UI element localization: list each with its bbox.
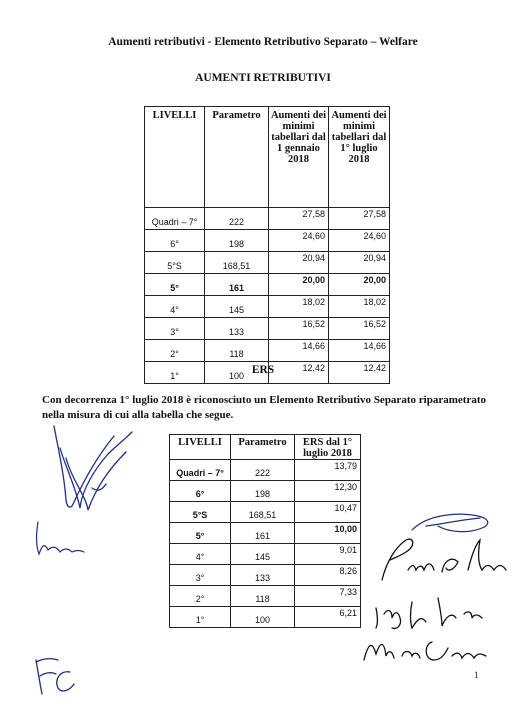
ers-table-row xyxy=(170,481,361,502)
cell-ers: 10,47 xyxy=(295,502,361,523)
cell-ers: 7,33 xyxy=(295,586,361,607)
signature-right-lower xyxy=(368,588,498,632)
cell-level: 1° xyxy=(170,607,231,628)
ers-header-row xyxy=(170,435,361,460)
ers-paragraph: Con decorrenza 1° luglio 2018 è riconosciuto un Elemento Retributivo Separato riparametrato nella misura di cui alla tabella che segue. xyxy=(42,394,486,421)
signature-small-left xyxy=(30,516,90,562)
cell-param: 168,51 xyxy=(205,252,269,274)
aumenti-table-row xyxy=(145,296,390,318)
document-title: Aumenti retributivi - Elemento Retributivo Separato – Welfare xyxy=(108,36,418,48)
header-aumenti-gennaio: Aumenti dei minimi tabellari dal 1 gennaio 2018 xyxy=(269,107,329,208)
header-livelli: LIVELLI xyxy=(145,107,205,208)
cell-param: 145 xyxy=(231,544,295,565)
aumenti-table-row xyxy=(145,274,390,296)
cell-ers: 12,30 xyxy=(295,481,361,502)
cell-increase-january: 12,42 xyxy=(269,362,329,384)
cell-level: 6° xyxy=(170,481,231,502)
cell-param: 118 xyxy=(205,340,269,362)
section-title-ers: ERS xyxy=(251,364,275,376)
cell-param: 222 xyxy=(231,460,295,481)
cell-param: 100 xyxy=(205,362,269,384)
cell-increase-july: 18,02 xyxy=(329,296,390,318)
cell-level: 2° xyxy=(170,586,231,607)
cell-increase-july: 20,94 xyxy=(329,252,390,274)
ers-table-row xyxy=(170,523,361,544)
cell-level: 4° xyxy=(170,544,231,565)
cell-ers: 9,01 xyxy=(295,544,361,565)
cell-ers: 13,79 xyxy=(295,460,361,481)
ers-table-row xyxy=(170,544,361,565)
signature-right-middle xyxy=(372,530,522,590)
aumenti-table xyxy=(144,106,390,384)
aumenti-table-row xyxy=(145,340,390,362)
cell-level: 5°S xyxy=(170,502,231,523)
aumenti-table-row xyxy=(145,230,390,252)
ers-table-row xyxy=(170,586,361,607)
cell-level: 5°S xyxy=(145,252,205,274)
cell-increase-january: 20,00 xyxy=(269,274,329,296)
section-title-aumenti: AUMENTI RETRIBUTIVI xyxy=(195,72,331,84)
aumenti-table-row xyxy=(145,318,390,340)
cell-increase-january: 18,02 xyxy=(269,296,329,318)
cell-increase-january: 16,52 xyxy=(269,318,329,340)
cell-param: 161 xyxy=(231,523,295,544)
signature-right-bottom xyxy=(358,630,498,670)
cell-param: 161 xyxy=(205,274,269,296)
cell-level: Quadri – 7° xyxy=(145,208,205,230)
cell-ers: 6,21 xyxy=(295,607,361,628)
cell-param: 133 xyxy=(231,565,295,586)
cell-increase-july: 14,66 xyxy=(329,340,390,362)
header-aumenti-luglio: Aumenti dei minimi tabellari dal 1° luglio 2018 xyxy=(329,107,390,208)
cell-param: 198 xyxy=(231,481,295,502)
cell-level: 3° xyxy=(170,565,231,586)
cell-level: 5° xyxy=(170,523,231,544)
cell-increase-january: 20,94 xyxy=(269,252,329,274)
cell-param: 145 xyxy=(205,296,269,318)
signature-large-scribble xyxy=(36,418,146,518)
cell-param: 168,51 xyxy=(231,502,295,523)
aumenti-header-row xyxy=(145,107,390,208)
page-number: 1 xyxy=(474,670,479,680)
cell-increase-july: 27,58 xyxy=(329,208,390,230)
cell-level: 4° xyxy=(145,296,205,318)
cell-increase-january: 14,66 xyxy=(269,340,329,362)
cell-ers: 10,00 xyxy=(295,523,361,544)
cell-level: 3° xyxy=(145,318,205,340)
ers-table-row xyxy=(170,502,361,523)
cell-level: 1° xyxy=(145,362,205,384)
cell-increase-july: 24,60 xyxy=(329,230,390,252)
ers-table-row xyxy=(170,607,361,628)
header-ers: ERS dal 1° luglio 2018 xyxy=(295,435,361,460)
cell-param: 198 xyxy=(205,230,269,252)
cell-param: 100 xyxy=(231,607,295,628)
cell-increase-july: 16,52 xyxy=(329,318,390,340)
header-parametro: Parametro xyxy=(205,107,269,208)
aumenti-table-row xyxy=(145,208,390,230)
header-livelli: LIVELLI xyxy=(170,435,231,460)
cell-param: 222 xyxy=(205,208,269,230)
cell-increase-july: 20,00 xyxy=(329,274,390,296)
cell-increase-january: 24,60 xyxy=(269,230,329,252)
cell-increase-july: 12,42 xyxy=(329,362,390,384)
ers-table-row xyxy=(170,460,361,481)
signature-initials-bottom-left xyxy=(30,650,80,700)
aumenti-table-row xyxy=(145,252,390,274)
ers-table-row xyxy=(170,565,361,586)
header-parametro: Parametro xyxy=(231,435,295,460)
cell-level: 2° xyxy=(145,340,205,362)
cell-param: 118 xyxy=(231,586,295,607)
cell-level: Quadri – 7° xyxy=(170,460,231,481)
ers-table xyxy=(169,434,361,628)
cell-level: 5° xyxy=(145,274,205,296)
cell-ers: 8,26 xyxy=(295,565,361,586)
cell-level: 6° xyxy=(145,230,205,252)
cell-param: 133 xyxy=(205,318,269,340)
cell-increase-january: 27,58 xyxy=(269,208,329,230)
